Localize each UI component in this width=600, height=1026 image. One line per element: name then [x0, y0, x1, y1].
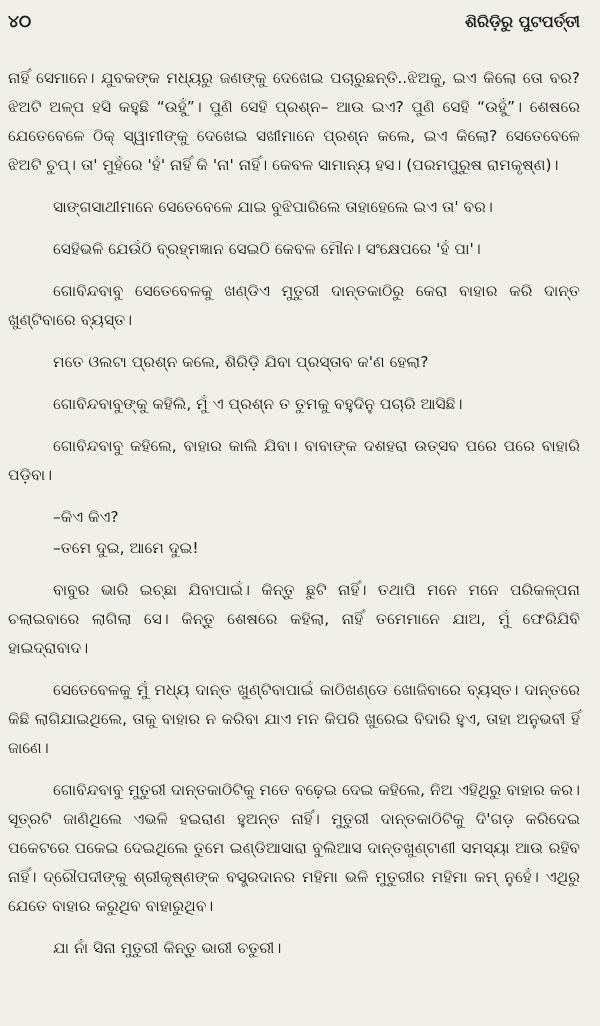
paragraph-10: ଗୋବିନ୍ଦବାବୁ ମୁତୁରୀ ଦାନ୍ତକାଠିଟିକୁ ମତେ ବଢ଼େଇ ଦେଇ କହିଲେ, ନିଅ ଏହିଥିରୁ ବାହାର କର। ସୂତ୍ରଟି ଜାଣିଥିଲେ ଏଭଳି ହଇରାଣ ହୁଅନ୍ତ ନାହିଁ। ମୁତୁରୀ ଦାନ୍ତକାଠିଟିକୁ ଦି'ଗଡ଼ କରିଦେଇ ପକେଟରେ ପକେଇ ଦେଇଥିଲେ ତୁମେ ଇଣ୍ଡିଆସାରା ବୁଲିଆସ ଦାନ୍ତଖୁଣ୍ଟାଣୀ ସମସ୍ୟା ଆଉ ରହିବ ନାହିଁ। ଦ୍ରୌପଦୀଙ୍କୁ ଶ୍ରୀକୃଷ୍ଣଙ୍କ ବସ୍ତ୍ରଦାନର ମହିମା ଭଳି ମୁତୁରୀର ମହିମା କମ୍ ନୁହେଁ। ଏଥିରୁ ଯେତେ ବାହାର କରୁଥିବ ବାହାରୁଥିବ।: [8, 781, 580, 915]
page-header: [8, 12, 580, 46]
paragraph-11: ଯା ନାଁ ସିନା ମୁତୁରୀ କିନ୍ତୁ ଭାରୀ ଚତୁରୀ।: [53, 939, 282, 957]
paragraph-8: ବାବୁର ଭାରି ଇଚ୍ଛା ଯିବାପାଇଁ। କିନ୍ତୁ ଛୁଟି ନାହିଁ। ତଥାପି ମନେ ମନେ ପରିକଳ୍ପନା ଚଲାଇବାରେ ଲାଗିଲା ସେ। କିନ୍ତୁ ଶେଷରେ କହିଲା, ନାହିଁ ତମେମାନେ ଯାଅ, ମୁଁ ଫେରିଯିବି ହାଇଦ୍ରାବାଦ।: [8, 581, 580, 657]
paragraph-9: ସେତେବେଳକୁ ମୁଁ ମଧ୍ୟ ଦାନ୍ତ ଖୁଣ୍ଟିବାପାଇଁ କାଠିଖଣ୍ଡେ ଖୋଜିବାରେ ବ୍ୟସ୍ତ। ଦାନ୍ତରେ କିଛି ଲାଗିଯାଇଥିଲେ, ତାକୁ ବାହାର ନ କରିବା ଯାଏ ମନ କିପରି ଖୁରେଇ ବିଦାରି ହୁଏ, ତାହା ଅନୁଭବୀ ହିଁ ଜାଣେ।: [8, 681, 580, 757]
paragraph-2: ସାଙ୍ଗସାଥୀମାନେ ସେତେବେଳେ ଯାଇ ବୁଝିପାରିଲେ ତାହାହେଲେ ଇଏ ତା' ବର।: [53, 198, 493, 216]
paragraph-1: ନାହିଁ ସେମାନେ। ଯୁବକଙ୍କ ମଧ୍ୟରୁ ଜଣଙ୍କୁ ଦେଖେଇ ପଚାରୁଛନ୍ତି..ଝିଅକୁ, ଇଏ କିଲୋ ତୋ ବର? ଝିଅଟି ଅଳ୍ପ ହସି କହୁଛି “ଉହୁଁ”। ପୁଣି ସେହି ପ୍ରଶ୍ନ– ଆଉ ଇଏ? ପୁଣି ସେହି “ଉହୁଁ”। ଶେଷରେ ଯେତେବେଳେ ଠିକ୍ ସ୍ୱାମୀଙ୍କୁ ଦେଖେଇ ସଖୀମାନେ ପ୍ରଶ୍ନ କଲେ, ଇଏ କିଲୋ? ସେତେବେଳେ ଝିଅଟି ଚୁପ୍। ତା' ମୁହଁରେ 'ହଁ' ନାହିଁ କି 'ନା' ନାହିଁ। କେବଳ ସାମାନ୍ୟ ହସ। (ପରମପୁରୁଷ ରାମକୃଷ୍ଣ)।: [8, 69, 580, 174]
page-number: ୪୦: [8, 12, 32, 32]
paragraph-6: ଗୋବିନ୍ଦବାବୁଙ୍କୁ କହିଲି, ମୁଁ ଏ ପ୍ରଶ୍ନ ତ ତୁମକୁ ବହୁଦିନୁ ପଚାରି ଆସିଛି।: [53, 395, 463, 413]
paragraph-4: ଗୋବିନ୍ଦବାବୁ ସେତେବେଳକୁ ଖଣ୍ଡିଏ ମୁତୁରୀ ଦାନ୍ତକାଠିରୁ କେରା ବାହାର କରି ଦାନ୍ତ ଖୁଣ୍ଟିବାରେ ବ୍ୟସ୍ତ।: [8, 282, 580, 329]
paragraph-3: ସେହିଭଳି ଯେଉଁଠି ବ୍ରହ୍ମଜ୍ଞାନ ସେଇଠି କେବଳ ମୌନ। ସଂକ୍ଷେପରେ 'ହଁ ପା'।: [53, 240, 481, 258]
running-title: ଶିରିଡ଼ିରୁ ପୁଟପର୍ତ୍ତୀ: [465, 12, 580, 31]
dialogue-line-1: –କିଏ କିଏ?: [53, 508, 119, 526]
paragraph-5: ମତେ ଓଲଟା ପ୍ରଶ୍ନ କଲେ, ଶିରିଡ଼ି ଯିବା ପ୍ରସ୍ତାବ କ'ଣ ହେଲା?: [53, 353, 429, 371]
dialogue-line-2: –ତମେ ଦୁଇ, ଆମେ ଦୁଇ!: [53, 539, 199, 557]
paragraph-7: ଗୋବିନ୍ଦବାବୁ କହିଲେ, ବାହାର କାଲି ଯିବା। ବାବାଙ୍କ ଦଶହରା ଉତ୍ସବ ପରେ ପରେ ବାହାରି ପଡ଼ିବା।: [8, 437, 580, 484]
